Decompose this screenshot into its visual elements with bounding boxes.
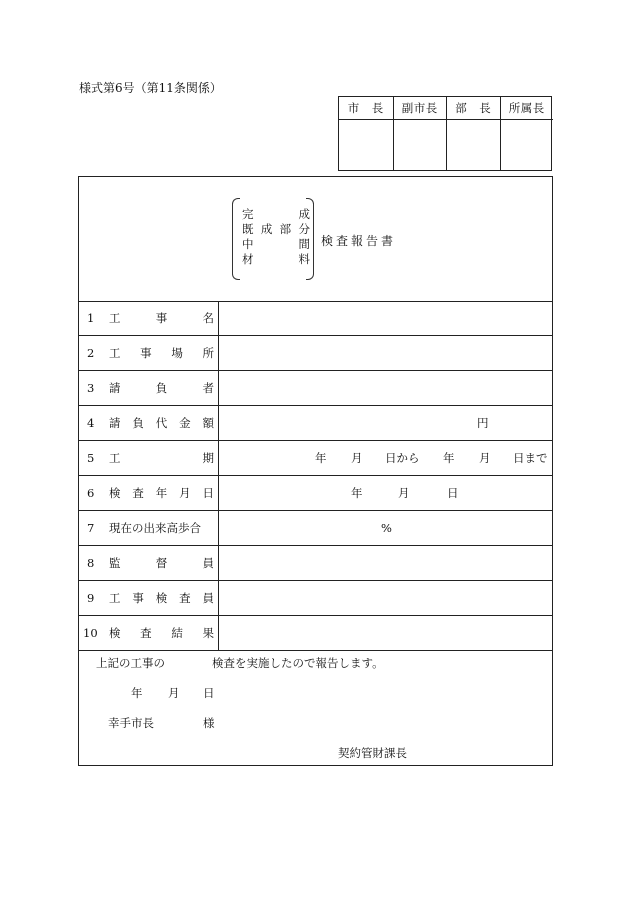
approval-column-section-head xyxy=(500,97,554,170)
report-date-month: 月 xyxy=(168,686,180,700)
approval-header: 部 長 xyxy=(447,97,500,120)
row-label: 工 事 検 査 員 xyxy=(109,591,214,605)
row-label: 検 査 年 月 日 xyxy=(109,486,214,500)
inspection-kind-interim[interactable]: 中 間 xyxy=(242,237,310,251)
approval-header: 副市長 xyxy=(394,97,447,120)
row-contract-amount: 4 請 負 代 金 額 円 xyxy=(79,406,552,441)
row-label: 検 査 結 果 xyxy=(109,626,214,640)
row-label: 現在の出来高歩合 xyxy=(109,521,201,535)
row-label: 請 負 代 金 額 xyxy=(109,416,214,430)
approval-header: 所属長 xyxy=(501,97,554,120)
row-construction-name: 1 工 事 名 xyxy=(79,301,552,336)
contract-amount-field[interactable] xyxy=(219,406,552,440)
row-progress-rate: 7 現在の出来高歩合 % xyxy=(79,511,552,546)
approval-column-director xyxy=(446,97,500,170)
approval-stamp-table xyxy=(338,96,552,171)
statement-suffix: 検査を実施したので報告します。 xyxy=(212,656,384,670)
left-bracket xyxy=(232,198,240,280)
approval-column-mayor xyxy=(339,97,393,170)
addressee: 幸手市長 xyxy=(108,716,154,730)
report-date-year: 年 xyxy=(131,686,143,700)
approval-column-deputy-mayor xyxy=(393,97,447,170)
stamp-cell[interactable] xyxy=(447,120,500,172)
row-inspection-result: 10 検 査 結 果 xyxy=(79,616,552,651)
statement-prefix: 上記の工事の xyxy=(96,656,165,670)
contractor-field[interactable] xyxy=(219,371,552,405)
report-date-day: 日 xyxy=(203,686,215,700)
issuer: 契約管財課長 xyxy=(338,746,407,760)
row-label: 請 負 者 xyxy=(109,381,214,395)
inspection-report-form xyxy=(78,176,553,766)
construction-site-field[interactable] xyxy=(219,336,552,370)
title-area xyxy=(79,177,552,302)
row-label: 工 事 名 xyxy=(109,311,214,325)
inspection-kind-completion[interactable]: 完 成 xyxy=(242,207,310,221)
row-supervisor: 8 監 督 員 xyxy=(79,546,552,581)
stamp-cell[interactable] xyxy=(394,120,447,172)
stamp-cell[interactable] xyxy=(501,120,554,172)
inspection-kind-material[interactable]: 材 料 xyxy=(242,252,310,266)
honorific: 様 xyxy=(203,716,215,730)
supervisor-field[interactable] xyxy=(219,546,552,580)
inspection-result-field[interactable] xyxy=(219,616,552,650)
stamp-cell[interactable] xyxy=(339,120,393,172)
yen-unit: 円 xyxy=(477,416,489,430)
row-label: 工 期 xyxy=(109,451,214,465)
row-inspector: 9 工 事 検 査 員 xyxy=(79,581,552,616)
approval-header: 市 長 xyxy=(339,97,393,120)
inspection-date-field[interactable] xyxy=(219,476,552,510)
form-number-label: 様式第6号（第11条関係） xyxy=(79,81,222,95)
row-construction-period: 5 工 期 年 月 日から 年 月 日まで xyxy=(79,441,552,476)
document-title: 検査報告書 xyxy=(321,234,397,248)
row-contractor: 3 請 負 者 xyxy=(79,371,552,406)
row-construction-site: 2 工 事 場 所 xyxy=(79,336,552,371)
inspector-field[interactable] xyxy=(219,581,552,615)
row-inspection-date: 6 検 査 年 月 日 年 月 日 xyxy=(79,476,552,511)
row-label: 監 督 員 xyxy=(109,556,214,570)
percent-unit: % xyxy=(381,521,392,535)
inspection-kind-partial[interactable]: 既 成 部 分 xyxy=(242,222,310,236)
construction-name-field[interactable] xyxy=(219,301,552,335)
row-label: 工 事 場 所 xyxy=(109,346,214,360)
